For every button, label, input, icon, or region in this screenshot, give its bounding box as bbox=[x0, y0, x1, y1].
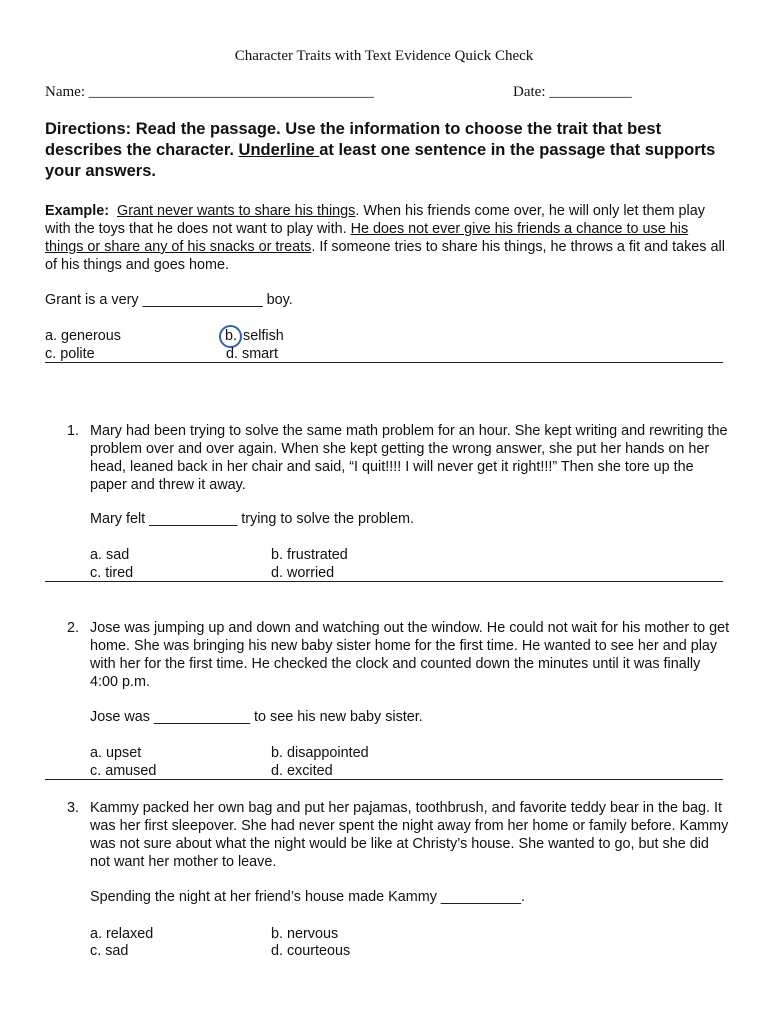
option-d: d. courteous bbox=[271, 943, 351, 959]
section-divider bbox=[45, 362, 723, 363]
example-text-1: . When his friends come over, he will only let them play with the toys that he does not want to play with. bbox=[45, 203, 705, 237]
section-divider bbox=[45, 581, 723, 582]
page-title: Character Traits with Text Evidence Quick Check bbox=[234, 48, 534, 64]
option-c: c. tired bbox=[90, 565, 134, 581]
example-option-c: c. polite bbox=[45, 346, 95, 362]
example-option-d: d. smart bbox=[226, 346, 278, 362]
option-b: b. frustrated bbox=[271, 547, 348, 563]
option-a: a. sad bbox=[90, 547, 130, 563]
example-option-b-text: selfish bbox=[243, 328, 284, 344]
option-d: d. excited bbox=[271, 763, 333, 779]
example-option-b-letter: b. bbox=[225, 328, 238, 344]
option-c: c. sad bbox=[90, 943, 129, 959]
question-passage: Mary had been trying to solve the same math problem for an hour. She kept writing and rewriting the problem over and over again. When she kept getting the wrong answer, she put her hands on her head, leaned back in her chair and said, “I quit!!!! I will never get it right!!!” Then she tore up the paper and threw it away. bbox=[90, 423, 728, 493]
date-field-label: Date: ___________ bbox=[513, 84, 632, 100]
example-label: Example: bbox=[45, 203, 109, 219]
example-evidence-2: He does not ever give his friends a chance to use his things or share any of his snacks or treats bbox=[45, 221, 689, 255]
directions-text-2: at least one sentence in the passage that supports your answers. bbox=[45, 141, 716, 180]
example-evidence-1: Grant never wants to share his things bbox=[117, 203, 356, 219]
name-field-label: Name: ______________________________________ bbox=[45, 84, 374, 100]
question-passage: Jose was jumping up and down and watching out the window. He could not wait for his mother to get home. She was bringing his new baby sister home for the first time. He wanted to see her and play with her for the first time. He checked the clock and counted down the minutes until it was finally 4:00 p.m. bbox=[90, 620, 730, 690]
section-divider bbox=[45, 779, 723, 780]
example-prompt: Grant is a very _______________ boy. bbox=[45, 292, 293, 308]
question-passage: Kammy packed her own bag and put her pajamas, toothbrush, and favorite teddy bear in the bag. It was her first sleepover. She had never spent the night away from her home or family before. Kammy was not sure about what the night would be like at Christy’s house. She wanted to go, but she did not want her mother to leave. bbox=[90, 800, 729, 870]
directions bbox=[45, 119, 735, 182]
example-passage bbox=[45, 202, 725, 274]
option-c: c. amused bbox=[90, 763, 157, 779]
example-option-a: a. generous bbox=[45, 328, 122, 344]
option-d: d. worried bbox=[271, 565, 335, 581]
question-number: 3. bbox=[67, 800, 80, 816]
question-prompt: Spending the night at her friend’s house made Kammy __________. bbox=[90, 889, 525, 905]
question-number: 2. bbox=[67, 620, 80, 636]
directions-text-1: Directions: Read the passage. Use the information to choose the trait that best describes the character. bbox=[45, 120, 662, 159]
option-a: a. upset bbox=[90, 745, 142, 761]
question-prompt: Jose was ____________ to see his new baby sister. bbox=[90, 709, 423, 725]
option-b: b. nervous bbox=[271, 926, 339, 942]
directions-underline-word: Underline bbox=[238, 141, 320, 159]
option-b: b. disappointed bbox=[271, 745, 369, 761]
example-text-2: . If someone tries to share his things, he throws a fit and takes all of his things and goes home. bbox=[45, 239, 725, 273]
question-prompt: Mary felt ___________ trying to solve the problem. bbox=[90, 511, 414, 527]
question-number: 1. bbox=[67, 423, 80, 439]
option-a: a. relaxed bbox=[90, 926, 154, 942]
